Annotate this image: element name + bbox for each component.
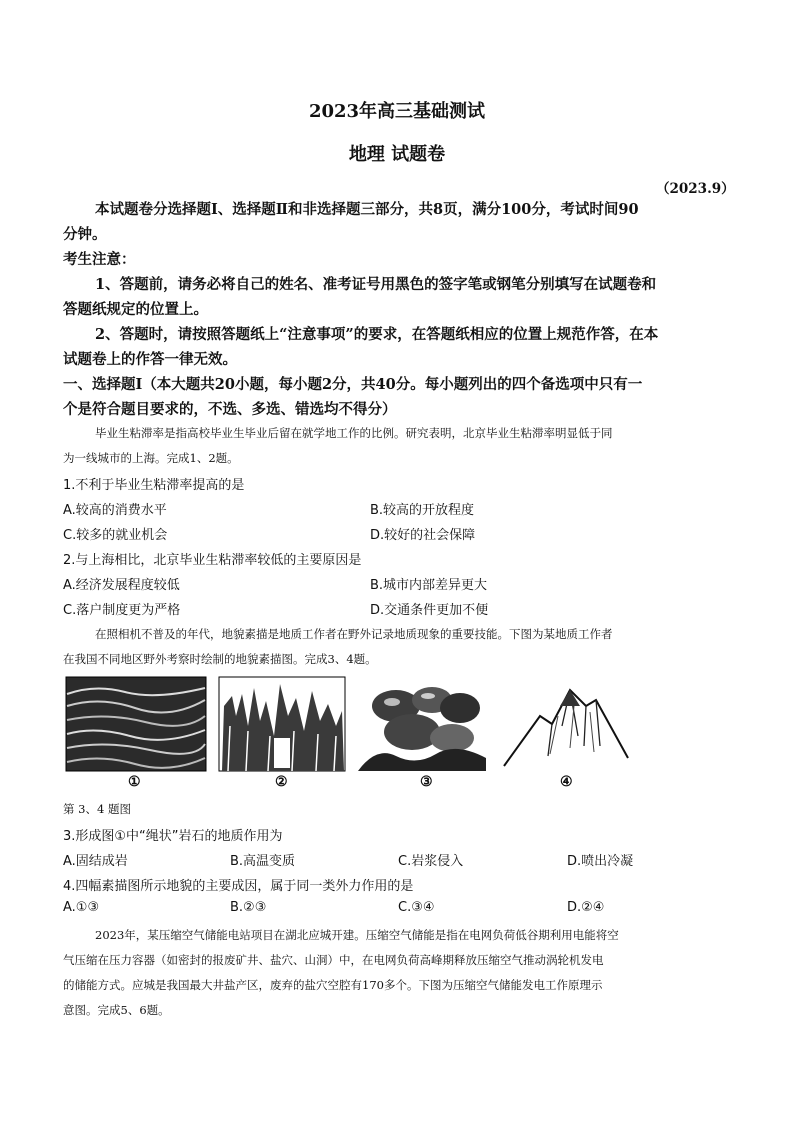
section-heading-line-2: 个是符合题目要求的，不选、多选、错选均不得分）: [63, 401, 397, 418]
exam-date: （2023.9）: [656, 181, 735, 197]
q2-option-c: C.落户制度更为严格: [63, 603, 181, 618]
sketch-1-ropy-lava: [65, 676, 207, 772]
notice-2-line-1: 2、答题时，请按照答题纸上“注意事项”的要求，在答题纸相应的位置上规范作答，在本: [95, 326, 659, 343]
question-4-stem: 4.四幅素描图所示地貌的主要成因，属于同一类外力作用的是: [63, 879, 414, 894]
q4-option-b: B.②③: [230, 900, 267, 915]
figure-label-1: ①: [128, 774, 141, 790]
q3-option-d: D.喷出冷凝: [567, 854, 634, 869]
sketch-3-weathered-boulders: [356, 676, 488, 772]
q3-option-b: B.高温变质: [230, 854, 296, 869]
passage-3-line-4: 意图。完成5、6题。: [63, 1003, 170, 1017]
figure-label-3: ③: [420, 774, 433, 790]
sketch-4-glacial-peak: [500, 676, 630, 772]
q4-option-d: D.②④: [567, 900, 605, 915]
page-subtitle: 地理 试题卷: [348, 144, 446, 165]
figure-label-4: ④: [560, 774, 573, 790]
passage-1-line-1: 毕业生粘滞率是指高校毕业生毕业后留在就学地工作的比例。研究表明，北京毕业生粘滞率明显低于同: [95, 426, 613, 440]
q1-option-c: C.较多的就业机会: [63, 528, 168, 543]
q4-option-c: C.③④: [398, 900, 435, 915]
q4-option-a: A.①③: [63, 900, 100, 915]
q2-option-a: A.经济发展程度较低: [63, 578, 180, 593]
notice-1-line-2: 答题纸规定的位置上。: [63, 301, 208, 318]
question-1-stem: 1.不利于毕业生粘滞率提高的是: [63, 478, 245, 493]
intro-line-1: 本试题卷分选择题Ⅰ、选择题Ⅱ和非选择题三部分，共8页，满分100分，考试时间90: [95, 201, 639, 218]
sketch-2-stone-forest: [218, 676, 346, 772]
q1-option-d: D.较好的社会保障: [370, 528, 476, 543]
passage-1-line-2: 为一线城市的上海。完成1、2题。: [63, 451, 239, 465]
passage-3-line-1: 2023年，某压缩空气储能电站项目在湖北应城开建。压缩空气储能是指在电网负荷低谷期利用电能将空: [95, 928, 619, 942]
intro-line-2: 分钟。: [63, 226, 107, 243]
notice-label: 考生注意：: [63, 251, 136, 268]
q2-option-b: B.城市内部差异更大: [370, 578, 488, 593]
notice-1-line-1: 1、答题前，请务必将自己的姓名、准考证号用黑色的签字笔或钢笔分别填写在试题卷和: [95, 276, 657, 293]
q2-option-d: D.交通条件更加不便: [370, 603, 489, 618]
figure-caption: 第 3、4 题图: [63, 802, 131, 816]
page-title: 2023年高三基础测试: [308, 101, 486, 122]
passage-2-line-1: 在照相机不普及的年代，地貌素描是地质工作者在野外记录地质现象的重要技能。下图为某地质工作者: [95, 627, 613, 641]
question-2-stem: 2.与上海相比，北京毕业生粘滞率较低的主要原因是: [63, 553, 362, 568]
q3-option-c: C.岩浆侵入: [398, 854, 464, 869]
notice-2-line-2: 试题卷上的作答一律无效。: [63, 351, 237, 368]
q1-option-b: B.较高的开放程度: [370, 503, 475, 518]
figure-label-2: ②: [275, 774, 288, 790]
q1-option-a: A.较高的消费水平: [63, 503, 167, 518]
q3-option-a: A.固结成岩: [63, 854, 128, 869]
passage-2-line-2: 在我国不同地区野外考察时绘制的地貌素描图。完成3、4题。: [63, 652, 377, 666]
section-heading-line-1: 一、选择题Ⅰ（本大题共20小题，每小题2分，共40分。每小题列出的四个备选项中只有一: [63, 376, 643, 393]
passage-3-line-3: 的储能方式。应城是我国最大井盐产区，废弃的盐穴空腔有170多个。下图为压缩空气储能发电工作原理示: [63, 978, 603, 992]
passage-3-line-2: 气压缩在压力容器（如密封的报废矿井、盐穴、山洞）中，在电网负荷高峰期释放压缩空气推动涡轮机发电: [63, 953, 604, 967]
question-3-stem: 3.形成图①中“绳状”岩石的地质作用为: [63, 829, 283, 844]
